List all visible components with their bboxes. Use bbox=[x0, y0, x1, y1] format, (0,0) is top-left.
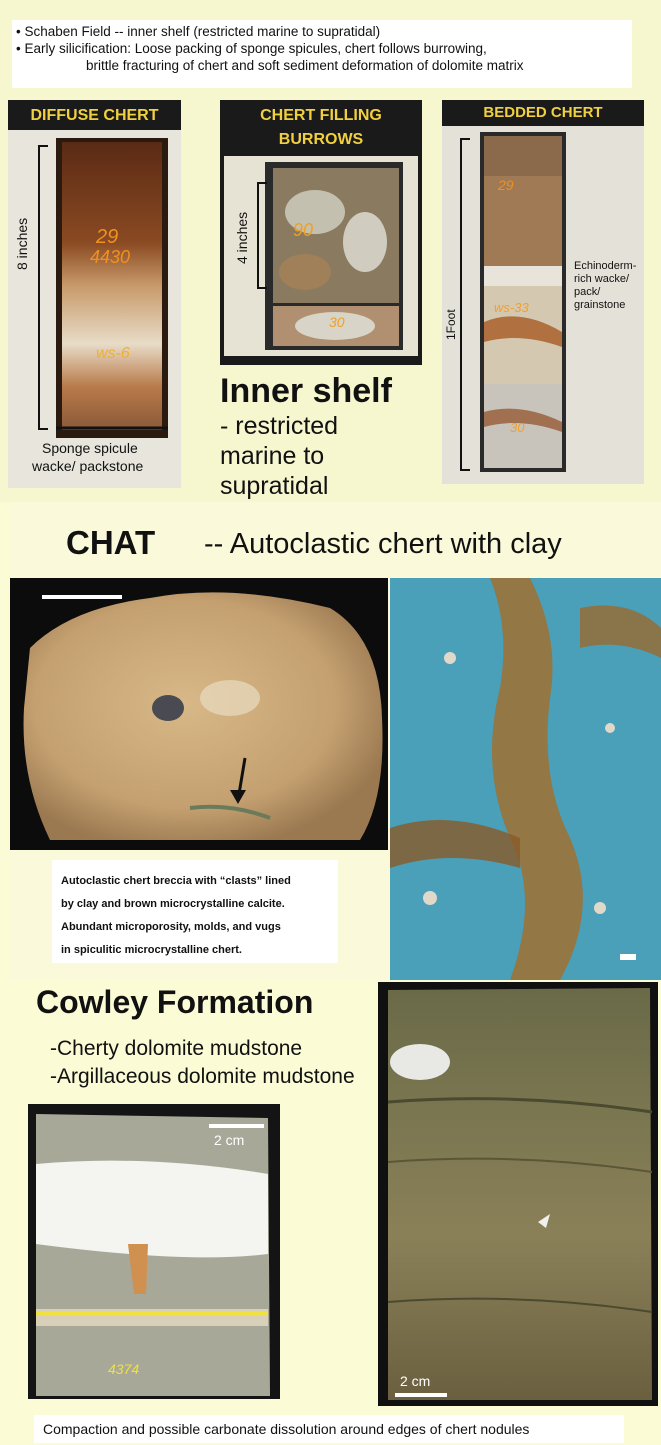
bedded-core-photo bbox=[480, 132, 566, 472]
cowley-caption-box bbox=[34, 1415, 624, 1443]
burrows-title-1: CHERT FILLING bbox=[260, 107, 382, 124]
diffuse-chert-panel bbox=[8, 100, 181, 488]
scale-bar bbox=[38, 145, 40, 429]
bedded-chert-panel bbox=[442, 100, 644, 484]
chat-thin-section-photo bbox=[390, 578, 661, 980]
svg-text:ws-33: ws-33 bbox=[494, 300, 529, 315]
burrows-core-photo bbox=[265, 162, 403, 350]
inner-shelf-line-1: - restricted bbox=[220, 412, 339, 440]
chat-caption-box bbox=[52, 860, 338, 963]
scale-tick bbox=[460, 138, 470, 140]
cowley-scale-right: 2 cm bbox=[400, 1373, 431, 1389]
bedded-chert-title: BEDDED CHERT bbox=[483, 104, 603, 121]
inner-shelf-line-2: marine to bbox=[220, 442, 325, 470]
burrows-chert-panel bbox=[220, 100, 422, 365]
bedded-label-4: grainstone bbox=[574, 299, 626, 311]
bedded-label-1: Echinoderm- bbox=[574, 260, 637, 272]
svg-text:4374: 4374 bbox=[108, 1361, 140, 1377]
intro-notes bbox=[12, 20, 632, 88]
svg-text:29: 29 bbox=[96, 226, 119, 248]
burrows-title-2: BURROWS bbox=[278, 131, 364, 148]
scale-tick bbox=[257, 287, 267, 289]
cowley-line-1: -Cherty dolomite mudstone bbox=[50, 1037, 303, 1060]
diffuse-caption-1: Sponge spicule bbox=[42, 440, 138, 456]
cowley-scale-left: 2 cm bbox=[214, 1132, 245, 1148]
intro-line-2: • Early silicification: Loose packing of sponge spicules, chert follows burrowing, bbox=[16, 41, 487, 56]
inner-shelf-line-3: supratidal bbox=[220, 472, 329, 500]
inner-shelf-title: Inner shelf bbox=[220, 372, 392, 410]
bedded-label-2: rich wacke/ bbox=[574, 273, 630, 285]
diffuse-scale-label: 8 inches bbox=[14, 217, 30, 270]
cowley-caption: Compaction and possible carbonate dissolution around edges of chert nodules bbox=[43, 1421, 530, 1437]
chat-subtitle: -- Autoclastic chert with clay bbox=[204, 528, 562, 560]
chat-caption-line-1: Autoclastic chert breccia with “clasts” lined bbox=[61, 875, 291, 887]
svg-text:30: 30 bbox=[329, 314, 345, 330]
intro-line-3: brittle fracturing of chert and soft sediment deformation of dolomite matrix bbox=[86, 58, 524, 73]
chat-breccia-photo bbox=[10, 578, 388, 850]
cowley-line-2: -Argillaceous dolomite mudstone bbox=[50, 1065, 355, 1088]
svg-text:ws-6: ws-6 bbox=[96, 345, 130, 362]
bedded-scale-label: 1Foot bbox=[444, 309, 458, 340]
scale-bar bbox=[395, 1393, 447, 1397]
svg-text:29: 29 bbox=[498, 177, 514, 193]
burrows-scale-label: 4 inches bbox=[234, 211, 250, 264]
chat-caption-line-2: by clay and brown microcrystalline calcite. bbox=[61, 898, 285, 910]
chat-title: CHAT bbox=[66, 524, 156, 561]
diffuse-caption-2: wacke/ packstone bbox=[32, 458, 144, 474]
cowley-title: Cowley Formation bbox=[36, 984, 314, 1020]
scale-bar bbox=[209, 1124, 264, 1128]
scale-tick bbox=[38, 428, 48, 430]
svg-text:4430: 4430 bbox=[90, 247, 131, 267]
scale-tick bbox=[38, 145, 48, 147]
bedded-label-3: pack/ bbox=[574, 286, 601, 298]
scale-tick bbox=[460, 469, 470, 471]
cowley-core-photo-right bbox=[378, 982, 658, 1406]
scale-bar bbox=[257, 182, 259, 288]
diffuse-chert-title: DIFFUSE CHERT bbox=[30, 107, 159, 124]
cowley-core-photo-left bbox=[28, 1104, 280, 1399]
svg-text:30: 30 bbox=[510, 420, 525, 435]
svg-text:90: 90 bbox=[293, 220, 314, 240]
scale-tick bbox=[257, 182, 267, 184]
scale-bar bbox=[42, 595, 122, 599]
chat-caption-line-4: in spiculitic microcrystalline chert. bbox=[61, 944, 242, 956]
intro-line-1: • Schaben Field -- inner shelf (restricted marine to supratidal) bbox=[16, 24, 381, 39]
scale-bar bbox=[460, 138, 462, 470]
chat-caption-line-3: Abundant microporosity, molds, and vugs bbox=[61, 921, 281, 933]
